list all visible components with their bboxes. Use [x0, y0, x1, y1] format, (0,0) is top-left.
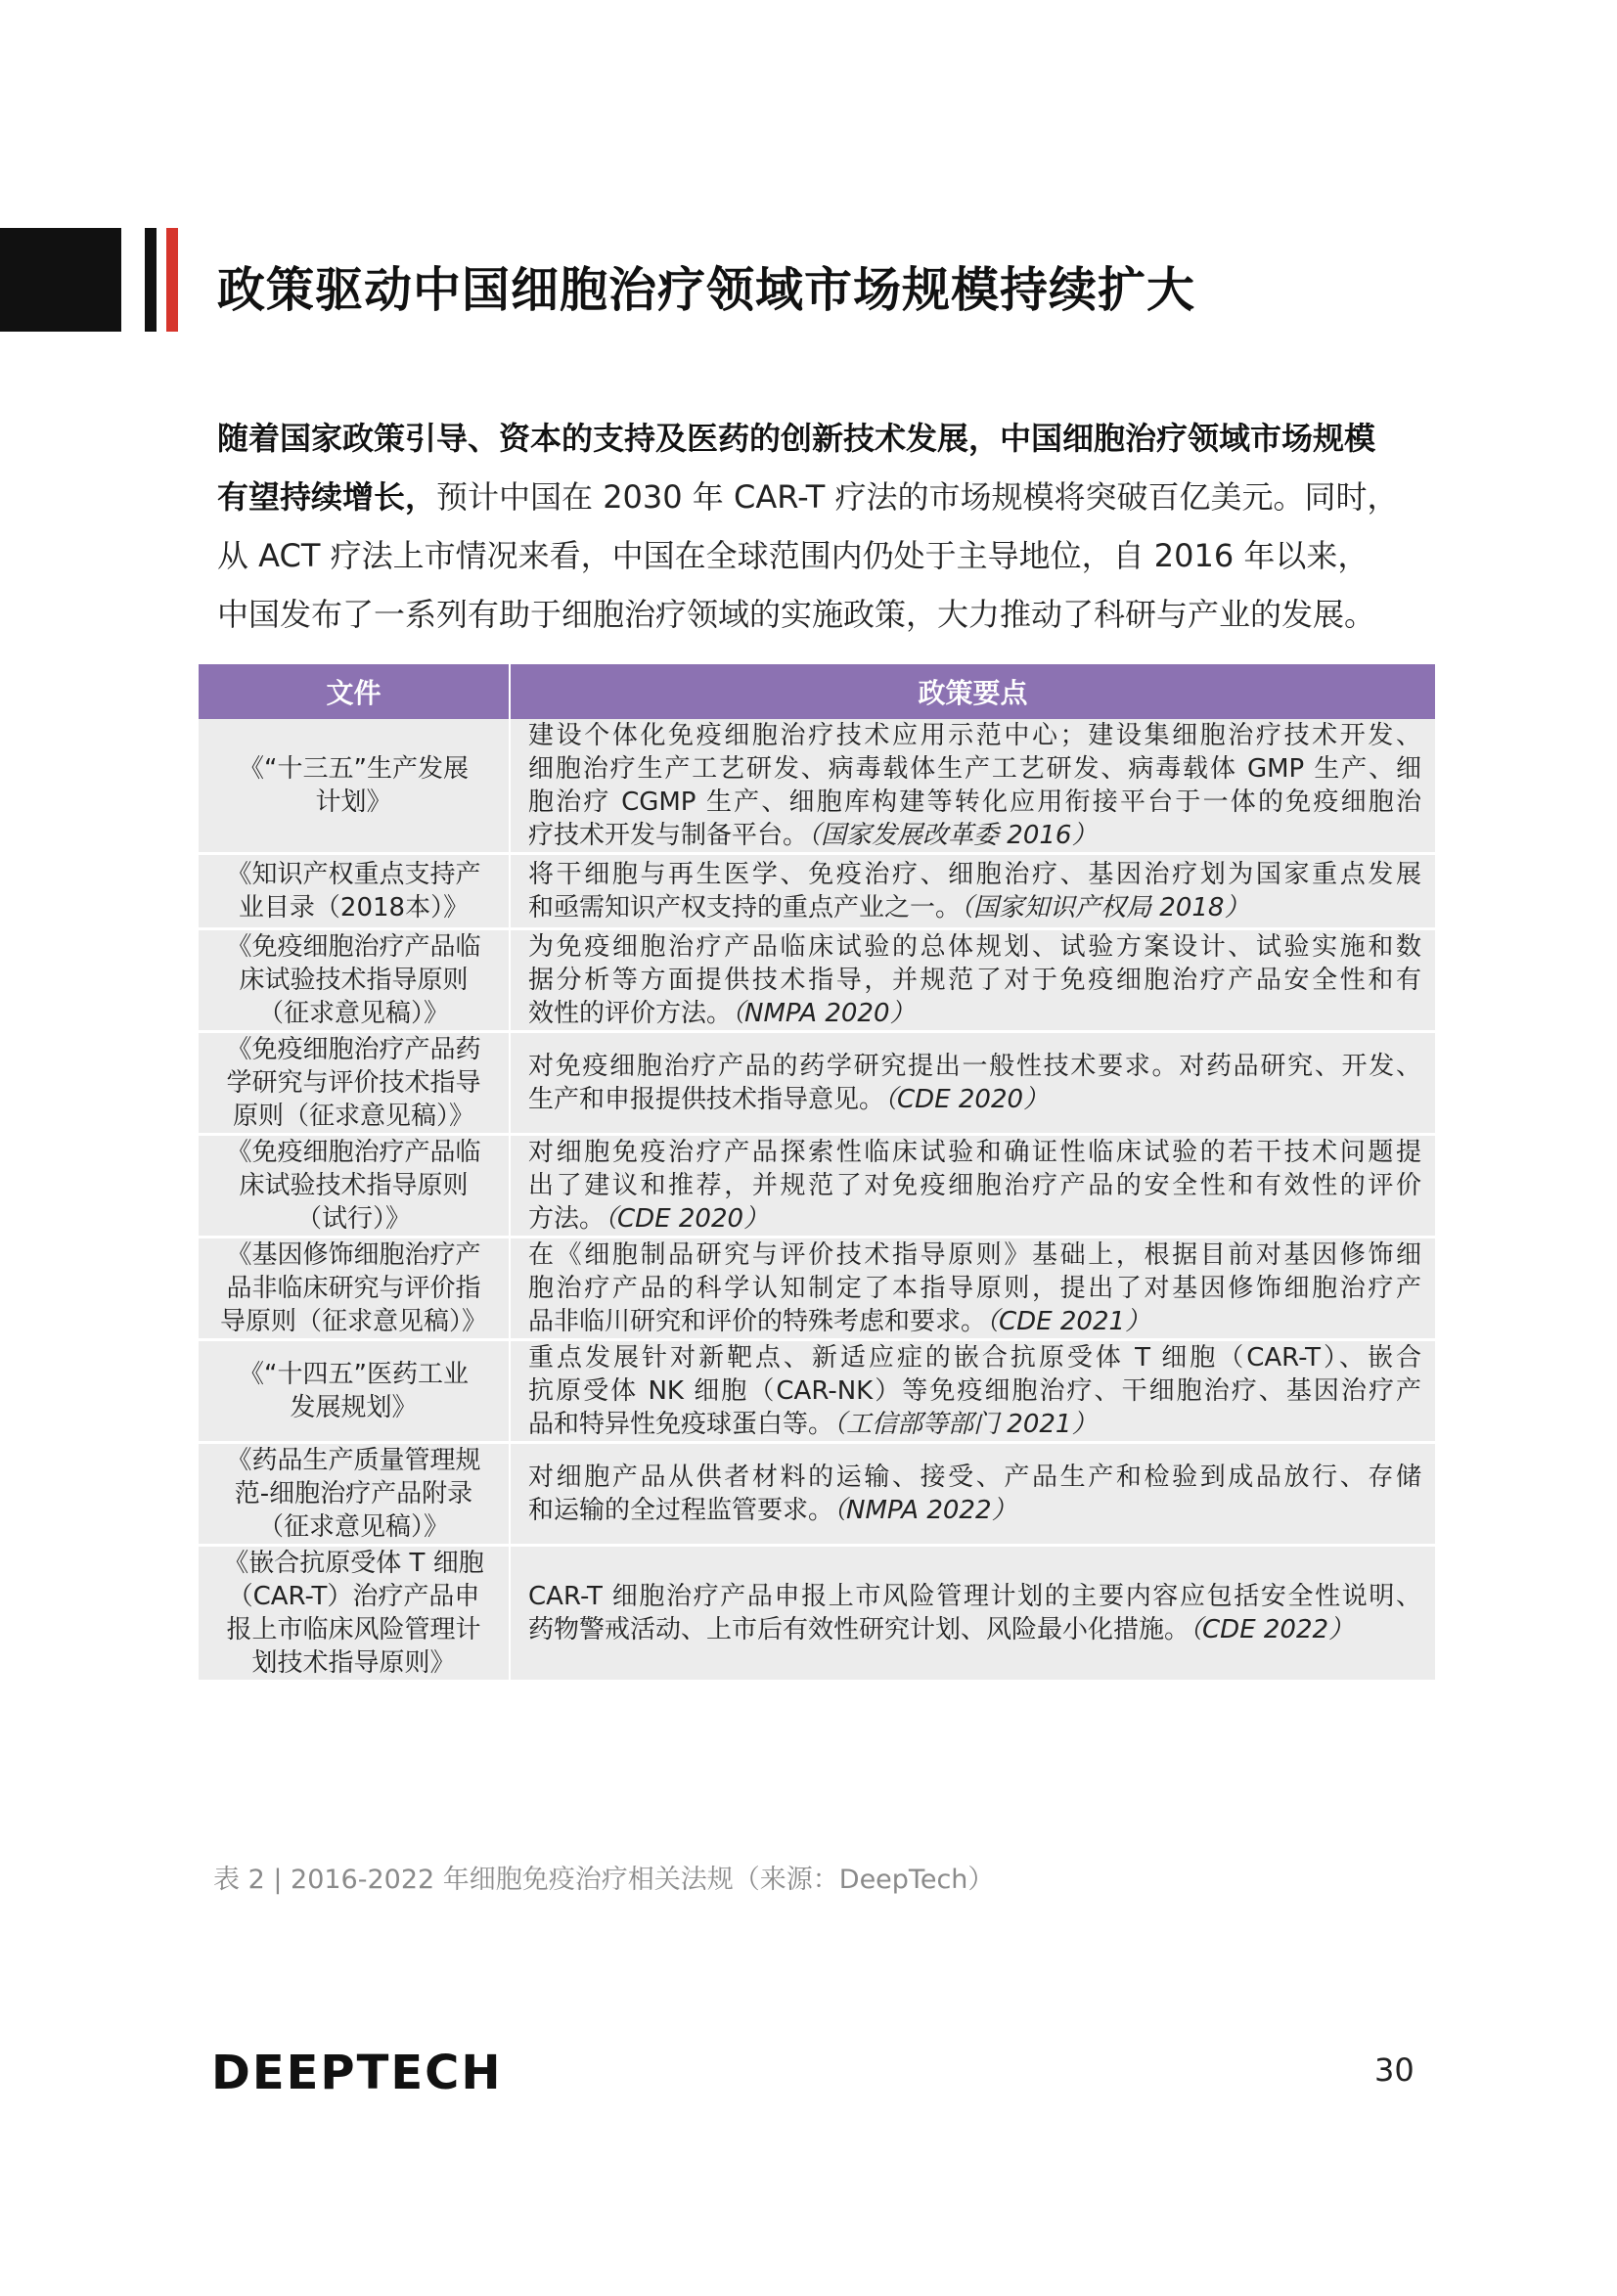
document-name-line: 学研究与评价技术指导	[226, 1068, 481, 1098]
policy-text-line	[528, 819, 1421, 852]
deeptech-logo: DEEPTECH	[211, 2046, 503, 2100]
policy-text-line	[528, 786, 1421, 819]
column-header-policy: 政策要点	[510, 664, 1435, 719]
policy-text: 和运输的全过程监管要求。	[528, 1496, 834, 1525]
document-name-line: 《“十三五”生产发展	[239, 754, 469, 784]
policy-text: 品非临川研究和评价的特殊考虑和要求。	[528, 1307, 987, 1336]
policy-cell	[510, 1443, 1435, 1546]
document-name-line: 《嵌合抗原受体 T 细胞	[223, 1549, 484, 1578]
table-row	[199, 719, 1435, 854]
policy-text-line	[528, 1238, 1421, 1272]
title-accent-bar-black	[145, 228, 157, 332]
policy-text: 抗原受体 NK 细胞（CAR-NK）等免疫细胞治疗、干细胞治疗、基因治疗产	[528, 1376, 1421, 1406]
policy-text-line	[528, 891, 1421, 924]
policy-text-line	[528, 1580, 1421, 1613]
document-name-line: 《基因修饰细胞治疗产	[226, 1240, 481, 1270]
table-body	[199, 719, 1435, 1680]
document-name-line: 《“十四五”医药工业	[239, 1360, 469, 1389]
policy-source: （CDE 2020）	[884, 1085, 1050, 1114]
document-name-line: 范-细胞治疗产品附录	[234, 1479, 473, 1508]
policy-cell	[510, 1238, 1435, 1340]
intro-line	[217, 409, 1430, 468]
table-row	[199, 1135, 1435, 1238]
policy-text-line	[528, 1169, 1421, 1202]
policy-text-line	[528, 1613, 1421, 1646]
policy-text-line	[528, 1408, 1421, 1441]
table-row	[199, 1546, 1435, 1681]
policy-text: 为免疫细胞治疗产品临床试验的总体规划、试验方案设计、试验实施和数	[528, 932, 1421, 962]
policy-text-line	[528, 858, 1421, 891]
policy-text-line	[528, 719, 1421, 752]
policy-cell	[510, 1546, 1435, 1681]
policy-source: （工信部等部门 2021）	[833, 1410, 1098, 1439]
policy-source: （CDE 2021）	[986, 1307, 1151, 1336]
document-name-line: 《知识产权重点支持产	[226, 860, 481, 889]
policy-text: 对细胞产品从供者材料的运输、接受、产品生产和检验到成品放行、存储	[528, 1463, 1421, 1492]
section-title: 政策驱动中国细胞治疗领域市场规模持续扩大	[217, 262, 1196, 318]
intro-text: 中国发布了一系列有助于细胞治疗领域的实施政策，大力推动了科研与产业的发展。	[217, 596, 1376, 633]
policy-source: （CDE 2022）	[1190, 1615, 1355, 1644]
policy-text-line	[528, 930, 1421, 964]
policy-text: 对细胞免疫治疗产品探索性临床试验和确证性临床试验的若干技术问题提	[528, 1138, 1421, 1167]
intro-paragraph	[217, 409, 1430, 644]
policy-text: 方法。	[528, 1204, 606, 1234]
document-name-line: （CAR-T）治疗产品申	[227, 1582, 480, 1611]
policy-source: （NMPA 2020）	[732, 999, 916, 1028]
policy-source: （CDE 2020）	[605, 1204, 770, 1234]
policy-source: （NMPA 2022）	[833, 1496, 1017, 1525]
policy-text: 出了建议和推荐，并规范了对免疫细胞治疗产品的安全性和有效性的评价	[528, 1171, 1421, 1200]
policy-source: （国家知识产权局 2018）	[961, 893, 1250, 923]
document-cell	[199, 1135, 510, 1238]
document-cell	[199, 719, 510, 854]
policy-text-line	[528, 752, 1421, 786]
document-name-line: 计划》	[315, 788, 392, 817]
document-name-line: 原则（征求意见稿）》	[232, 1102, 474, 1131]
policy-text-line	[528, 997, 1421, 1030]
intro-bold-text: 随着国家政策引导、资本的支持及医药的创新技术发展，中国细胞治疗领域市场规模	[217, 420, 1376, 457]
policy-text: 效性的评价方法。	[528, 999, 733, 1028]
document-name-line: 导原则（征求意见稿）》	[219, 1307, 487, 1336]
title-accent-bar-red	[166, 228, 178, 332]
intro-line	[217, 585, 1430, 644]
page-number: 30	[1374, 2051, 1415, 2089]
policy-cell	[510, 1340, 1435, 1443]
policy-cell	[510, 929, 1435, 1032]
policy-text: 疗技术开发与制备平台。	[528, 821, 809, 850]
policy-text-line	[528, 1494, 1421, 1527]
document-name-line: 业目录（2018本）》	[238, 893, 470, 923]
intro-bold-text: 有望持续增长，	[217, 478, 437, 516]
document-cell	[199, 1546, 510, 1681]
document-name-line: 《药品生产质量管理规	[226, 1446, 481, 1475]
document-cell	[199, 1032, 510, 1135]
policy-text: 建设个体化免疫细胞治疗技术应用示范中心；建设集细胞治疗技术开发、	[528, 721, 1421, 750]
document-name-line: 《免疫细胞治疗产品临	[226, 1138, 481, 1167]
document-name-line: 划技术指导原则》	[251, 1648, 456, 1678]
policy-source: （国家发展改革委 2016）	[808, 821, 1098, 850]
policy-text: 对免疫细胞治疗产品的药学研究提出一般性技术要求。对药品研究、开发、	[528, 1052, 1421, 1081]
policy-text: 据分析等方面提供技术指导，并规范了对于免疫细胞治疗产品安全性和有	[528, 966, 1421, 995]
policy-text-line	[528, 1305, 1421, 1338]
policy-text-line	[528, 1136, 1421, 1169]
table-caption: 表 2 | 2016-2022 年细胞免疫治疗相关法规（来源：DeepTech）	[213, 1865, 995, 1895]
document-name-line: 《免疫细胞治疗产品药	[226, 1035, 481, 1064]
policy-text: 和亟需知识产权支持的重点产业之一。	[528, 893, 962, 923]
document-cell	[199, 1340, 510, 1443]
policy-text: 品和特异性免疫球蛋白等。	[528, 1410, 834, 1439]
policy-text-line	[528, 964, 1421, 997]
policy-text: 细胞治疗生产工艺研发、病毒载体生产工艺研发、病毒载体 GMP 生产、细	[528, 754, 1421, 784]
intro-line	[217, 526, 1430, 585]
table-row	[199, 1032, 1435, 1135]
document-name-line: 《免疫细胞治疗产品临	[226, 932, 481, 962]
table-header-row	[199, 664, 1435, 719]
document-name-line: 床试验技术指导原则	[239, 1171, 469, 1200]
decorative-black-block	[0, 228, 121, 332]
policy-cell	[510, 1032, 1435, 1135]
document-name-line: 发展规划》	[290, 1393, 418, 1422]
document-cell	[199, 1443, 510, 1546]
intro-text: 从 ACT 疗法上市情况来看，中国在全球范围内仍处于主导地位，自 2016 年以来，	[217, 537, 1370, 574]
policy-text: 胞治疗产品的科学认知制定了本指导原则，提出了对基因修饰细胞治疗产	[528, 1274, 1421, 1303]
policy-text: 重点发展针对新靶点、新适应症的嵌合抗原受体 T 细胞（CAR-T）、嵌合	[528, 1343, 1421, 1373]
policy-text-line	[528, 1374, 1421, 1408]
document-name-line: （征求意见稿）》	[257, 1512, 449, 1542]
table-row	[199, 854, 1435, 929]
policy-table	[199, 664, 1435, 1680]
document-cell	[199, 854, 510, 929]
document-name-line: 床试验技术指导原则	[239, 966, 469, 995]
policy-text: 胞治疗 CGMP 生产、细胞库构建等转化应用衔接平台于一体的免疫细胞治	[528, 788, 1421, 817]
policy-text-line	[528, 1341, 1421, 1374]
table-row	[199, 1340, 1435, 1443]
policy-text-line	[528, 1050, 1421, 1083]
intro-text: 预计中国在 2030 年 CAR-T 疗法的市场规模将突破百亿美元。同时，	[436, 478, 1399, 516]
column-header-document: 文件	[199, 664, 510, 719]
policy-text: 在《细胞制品研究与评价技术指导原则》基础上，根据目前对基因修饰细	[528, 1240, 1421, 1270]
policy-cell	[510, 719, 1435, 854]
policy-text-line	[528, 1461, 1421, 1494]
document-name-line: 报上市临床风险管理计	[226, 1615, 481, 1644]
document-name-line: 品非临床研究与评价指	[226, 1274, 481, 1303]
policy-text: 药物警戒活动、上市后有效性研究计划、风险最小化措施。	[528, 1615, 1190, 1644]
document-cell	[199, 1238, 510, 1340]
policy-text-line	[528, 1083, 1421, 1116]
policy-text: 将干细胞与再生医学、免疫治疗、细胞治疗、基因治疗划为国家重点发展	[528, 860, 1421, 889]
policy-cell	[510, 854, 1435, 929]
policy-text-line	[528, 1202, 1421, 1236]
policy-cell	[510, 1135, 1435, 1238]
table-row	[199, 929, 1435, 1032]
policy-text: 生产和申报提供技术指导意见。	[528, 1085, 885, 1114]
intro-line	[217, 468, 1430, 526]
document-name-line: （征求意见稿）》	[257, 999, 449, 1028]
document-cell	[199, 929, 510, 1032]
table-row	[199, 1443, 1435, 1546]
document-name-line: （试行）》	[295, 1204, 411, 1234]
policy-text: CAR-T 细胞治疗产品申报上市风险管理计划的主要内容应包括安全性说明、	[528, 1582, 1421, 1611]
table-row	[199, 1238, 1435, 1340]
policy-text-line	[528, 1272, 1421, 1305]
